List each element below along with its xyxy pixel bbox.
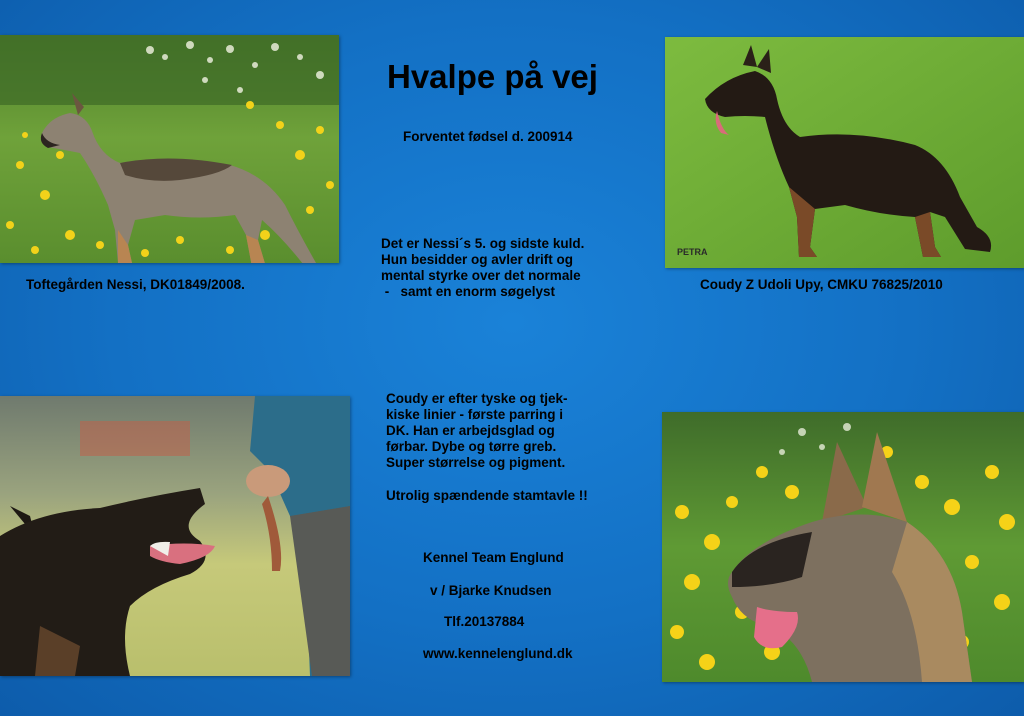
male-caption: Coudy Z Udoli Upy, CMKU 76825/2010 <box>700 277 943 292</box>
coudy-line: førbar. Dybe og tørre greb. <box>386 439 557 454</box>
nessi-paragraph <box>381 236 584 300</box>
female-dog-photo <box>0 35 339 263</box>
head-portrait-photo <box>662 412 1024 682</box>
nessi-line: mental styrke over det normale <box>381 268 581 283</box>
pedigree-line: Utrolig spændende stamtavle !! <box>386 488 588 503</box>
expected-birth: Forventet fødsel d. 200914 <box>403 129 573 144</box>
phone-number: Tlf.20137884 <box>444 614 525 629</box>
handler-dog-photo <box>0 396 350 676</box>
nessi-line: Det er Nessi´s 5. og sidste kuld. <box>381 236 585 251</box>
website-link[interactable]: www.kennelenglund.dk <box>423 646 573 661</box>
coudy-line: DK. Han er arbejdsglad og <box>386 423 555 438</box>
nessi-line: Hun besidder og avler drift og <box>381 252 574 267</box>
coudy-paragraph <box>386 391 568 471</box>
coudy-line: kiske linier - første parring i <box>386 407 564 422</box>
nessi-line: - samt en enorm søgelyst <box>381 284 556 299</box>
owner-name: v / Bjarke Knudsen <box>430 583 552 598</box>
coudy-line: Super størrelse og pigment. <box>386 455 566 470</box>
page-title: Hvalpe på vej <box>387 58 598 95</box>
male-dog-photo <box>665 37 1024 268</box>
coudy-line: Coudy er efter tyske og tjek- <box>386 391 568 406</box>
photo-watermark: PETRA <box>677 247 708 257</box>
female-caption: Toftegården Nessi, DK01849/2008. <box>26 277 245 292</box>
kennel-name: Kennel Team Englund <box>423 550 564 565</box>
